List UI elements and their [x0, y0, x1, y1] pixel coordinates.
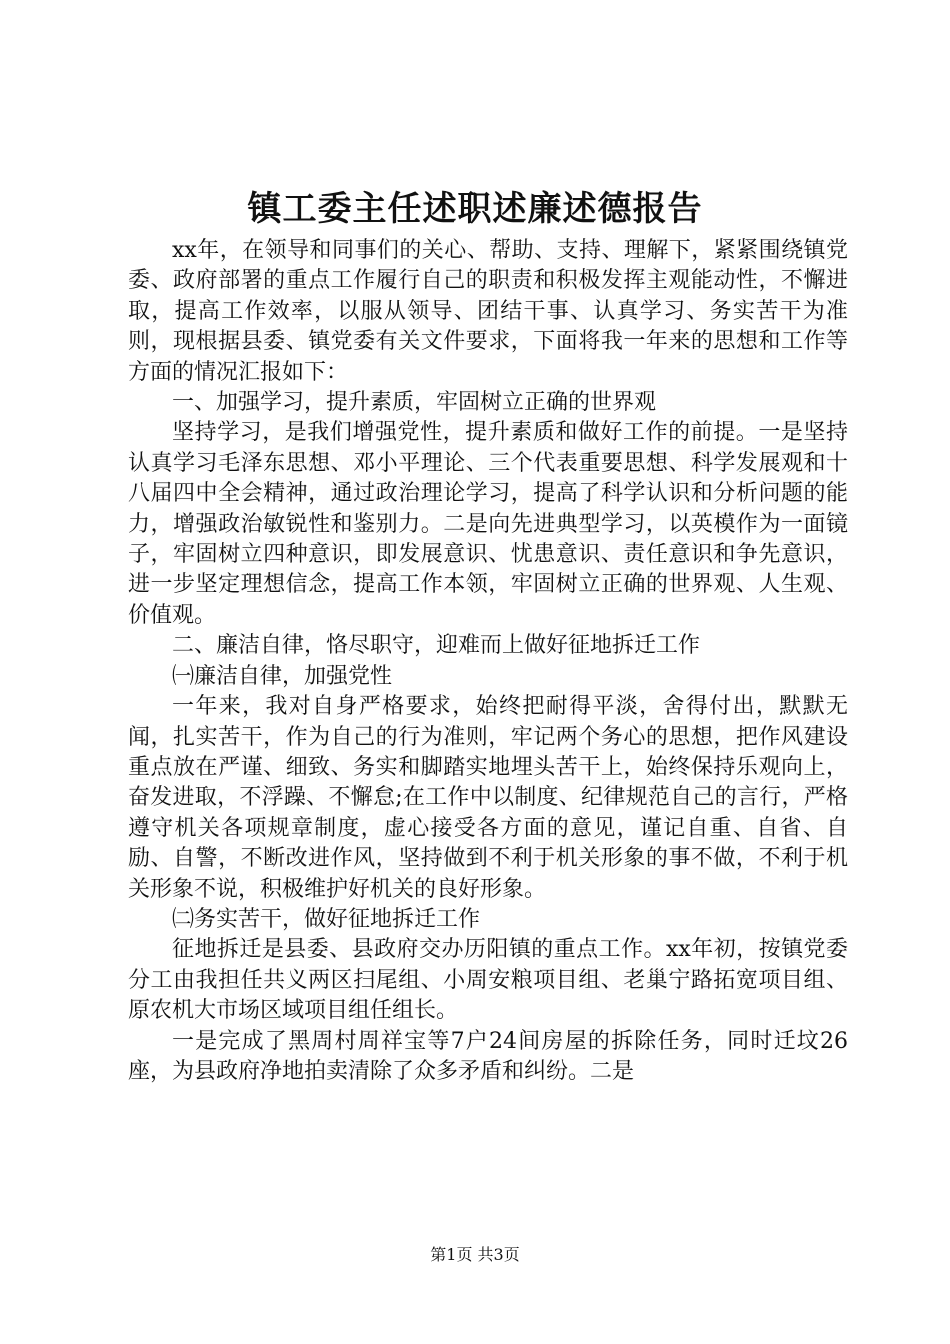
subheading-2-1: ㈠廉洁自律，加强党性 — [172, 663, 393, 689]
paragraph-study: 坚持学习，是我们增强党性，提升素质和做好工作的前提。一是坚持认真学习毛泽东思想、邓小平理论、三个代表重要思想、科学发展观和十八届四中全会精神，通过政治理论学习，提高了科学认识和分析问题的能力，增强政治敏锐性和鉴别力。二是向先进典型学习，以英模作为一面镜子，牢固树立四种意识，即发展意识、忧患意识、责任意识和争先意识，进一步坚定理想信念，提高工作本领，牢固树立正确的世界观、人生观、价值观。 — [128, 420, 848, 628]
heading-section-2: 二、廉洁自律，恪尽职守，迎难而上做好征地拆迁工作 — [172, 633, 701, 659]
heading-section-1: 一、加强学习，提升素质，牢固树立正确的世界观 — [172, 390, 657, 416]
subheading-2-2: ㈡务实苦干，做好征地拆迁工作 — [172, 906, 481, 932]
document-body — [128, 236, 848, 1087]
document-title: 镇工委主任述职述廉述德报告 — [247, 189, 703, 229]
paragraph-achievements: 一是完成了黑周村周祥宝等7户24间房屋的拆除任务，同时迁坟26座，为县政府净地拍卖清除了众多矛盾和纠纷。二是 — [128, 1028, 848, 1084]
paragraph-intro: xx年，在领导和同事们的关心、帮助、支持、理解下，紧紧围绕镇党委、政府部署的重点工作履行自己的职责和积极发挥主观能动性，不懈进取，提高工作效率，以服从领导、团结干事、认真学习、务实苦干为准则，现根据县委、镇党委有关文件要求，下面将我一年来的思想和工作等方面的情况汇报如下： — [128, 238, 848, 385]
page-footer: 第1页 共3页 — [430, 1245, 520, 1264]
paragraph-integrity: 一年来，我对自身严格要求，始终把耐得平淡，舍得付出，默默无闻，扎实苦干，作为自己的行为准则，牢记两个务心的思想，把作风建设重点放在严谨、细致、务实和脚踏实地埋头苦干上，始终保持乐观向上，奋发进取，不浮躁、不懈怠;在工作中以制度、纪律规范自己的言行，严格遵守机关各项规章制度，虚心接受各方面的意见，谨记自重、自省、自励、自警，不断改进作风，坚持做到不利于机关形象的事不做，不利于机关形象不说，积极维护好机关的良好形象。 — [128, 694, 848, 902]
paragraph-land-acquisition: 征地拆迁是县委、县政府交办历阳镇的重点工作。xx年初，按镇党委分工由我担任共义两区扫尾组、小周安粮项目组、老巢宁路拓宽项目组、原农机大市场区域项目组任组长。 — [128, 937, 848, 1024]
